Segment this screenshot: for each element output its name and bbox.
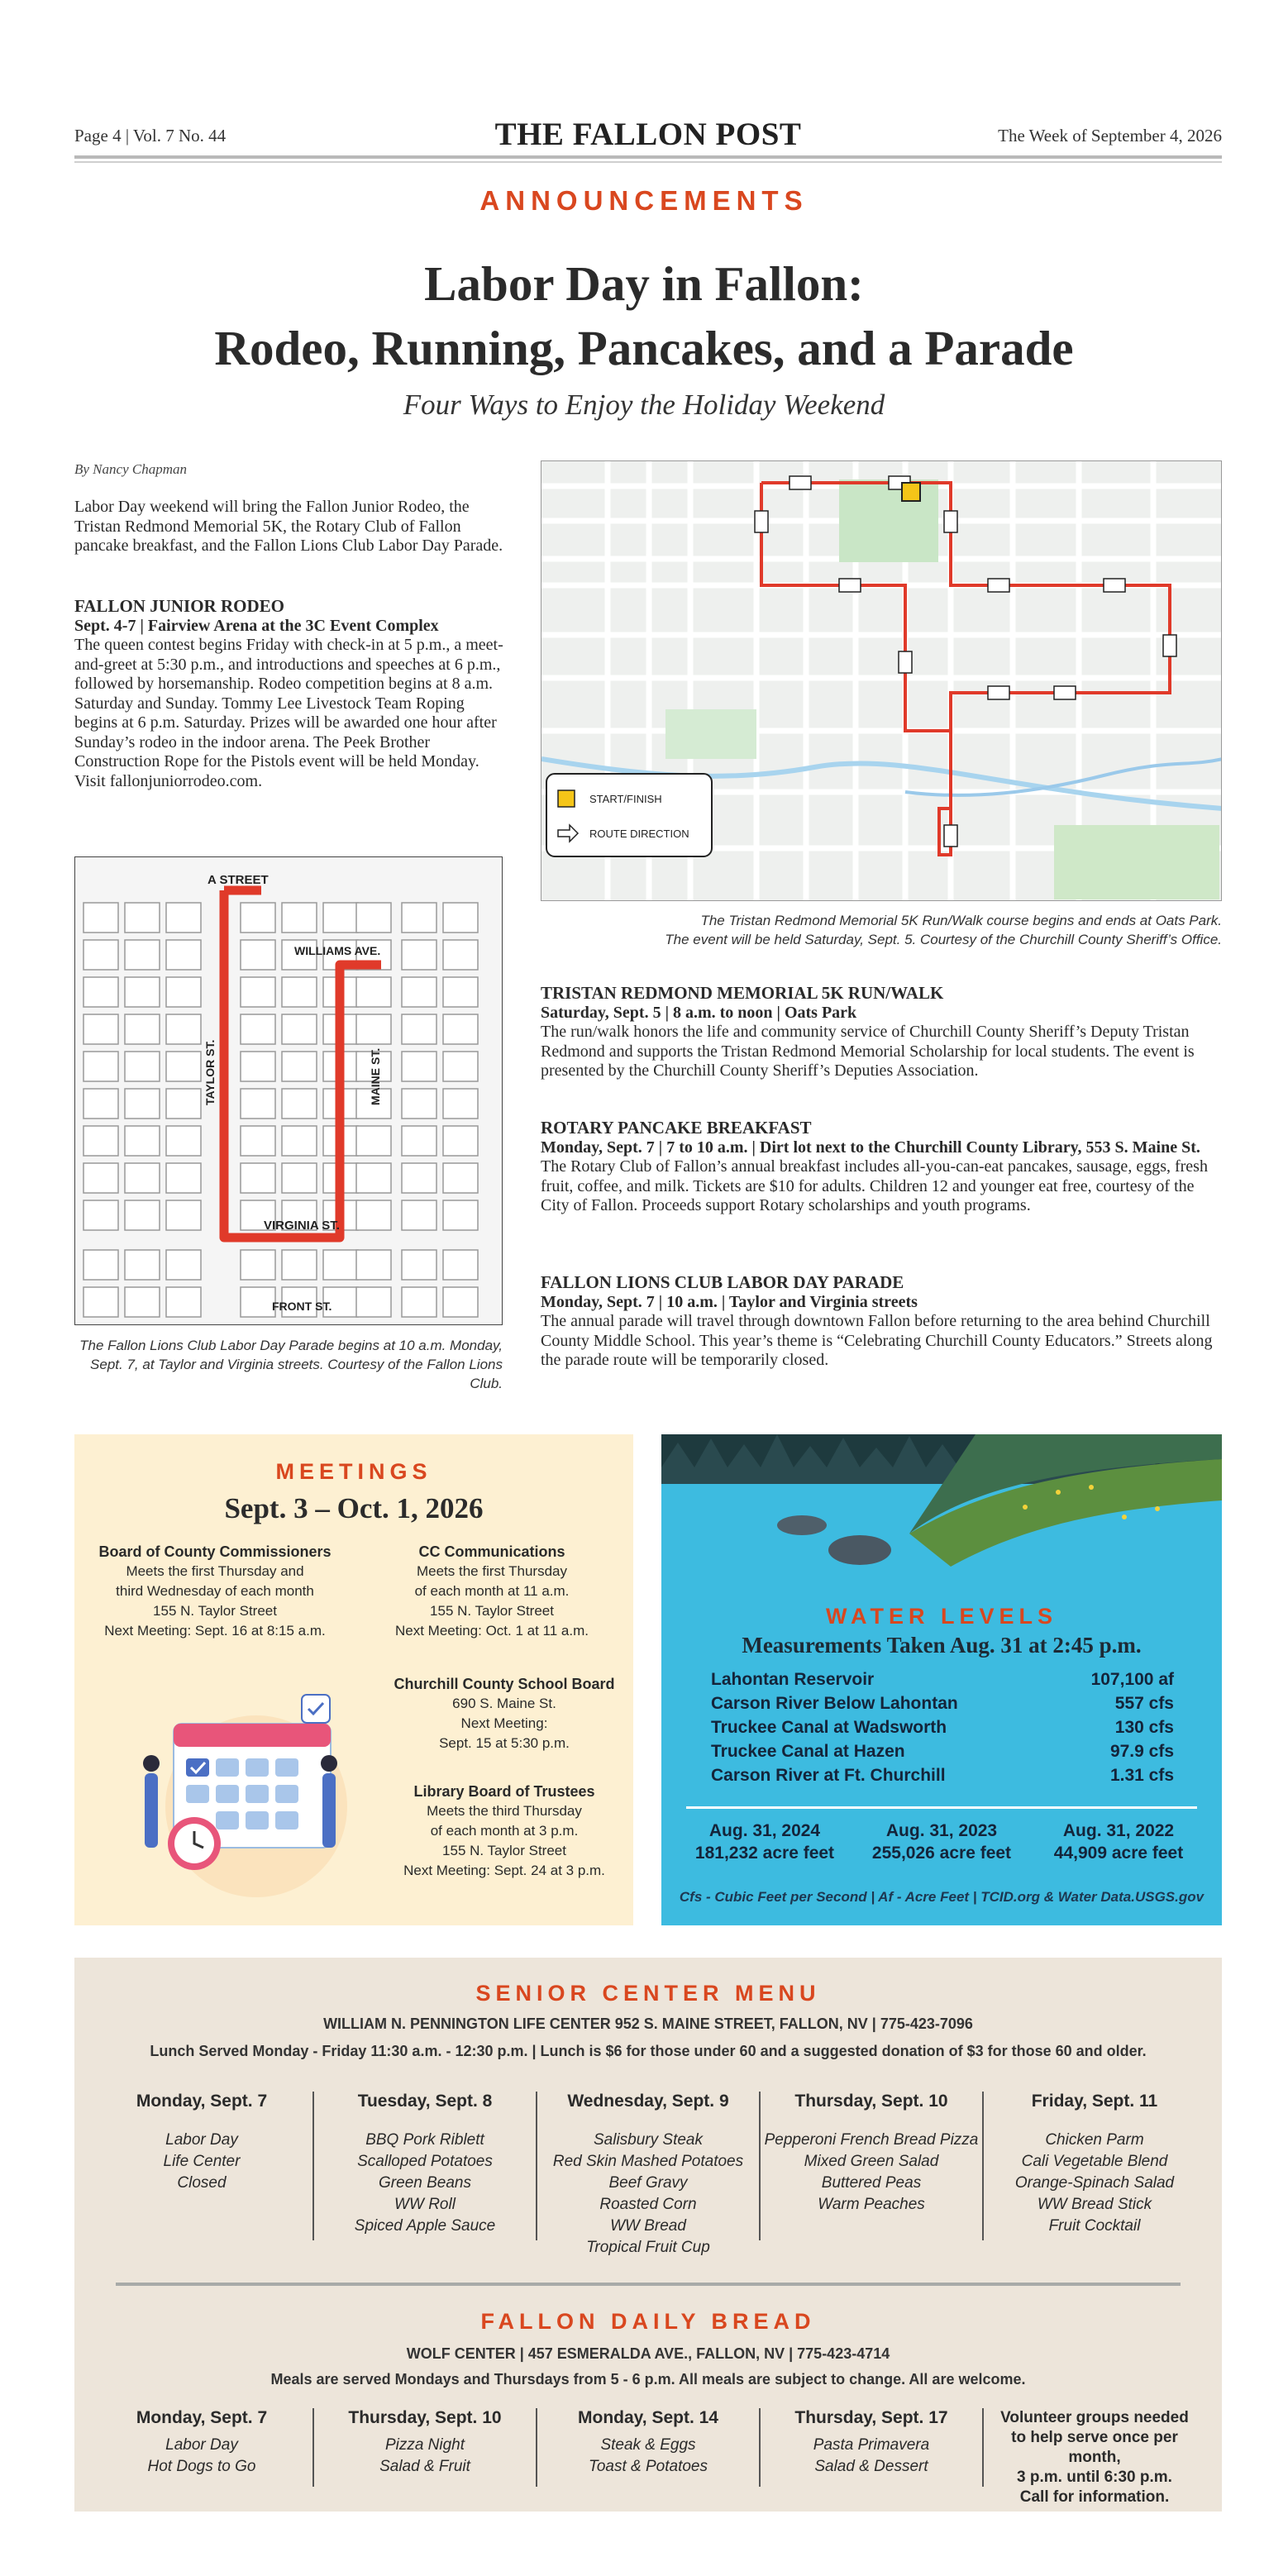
city-block [83,1163,118,1193]
run-title: TRISTAN REDMOND MEMORIAL 5K RUN/WALK [541,983,944,1003]
meetings-box [74,1434,633,1925]
meeting-name: Churchill County School Board [394,1676,615,1692]
city-block [356,977,391,1007]
city-block [83,1250,118,1280]
city-block [125,1287,160,1317]
city-block [125,1014,160,1044]
city-block [402,1163,436,1193]
meeting-library-board [389,1782,620,1881]
city-block [402,1052,436,1081]
city-block [402,977,436,1007]
street-label-maine: MAINE ST. [369,1047,382,1105]
water-history [678,1820,1205,1864]
city-block [83,977,118,1007]
city-block [241,940,275,970]
city-block [443,903,478,933]
city-block [241,1014,275,1044]
meeting-line: third Wednesday of each month [116,1583,314,1599]
menu-item: Roasted Corn [599,2196,697,2213]
issue-date: The Week of September 4, 2026 [998,126,1222,145]
menu-item: Mixed Green Salad [804,2153,939,2170]
city-block [282,1052,317,1081]
street-label-taylor: TAYLOR ST. [203,1039,217,1105]
water-value: 1.31 cfs [1109,1766,1174,1785]
rodeo-text: The queen contest begins Friday with check-in at 5 p.m., a meet-and-greet at 5:30 p.m., and introductions and speeches at 6 p.m., followed by horsemanship. Rodeo competition begins at 8 a.m. Saturday and Sunday. Tommy Lee Livestock Team Roping begins at 6 p.m. Saturday. Prizes will be awarded one hour after Sunday’s rodeo in the indoor arena. The Peek Brother Construction Rope for the Pistols event will be held Monday. Visit fallonjuniorrodeo.com. [74,636,503,790]
menu-day [536,2408,759,2487]
meeting-line: of each month at 11 a.m. [414,1583,570,1599]
parade-map-caption-line-2: Sept. 7, at Taylor and Virginia streets. Courtesy of the Fallon Lions Club. [90,1357,503,1391]
water-site: Truckee Canal at Wadsworth [711,1718,947,1737]
run-route-map-svg [541,461,1222,901]
lake-illustration [661,1434,1222,1600]
menu-item: Buttered Peas [821,2174,922,2192]
daily-bread-days [91,2408,1205,2506]
menu-divider [116,2283,1181,2286]
menu-item: Pasta Primavera [813,2436,930,2454]
city-block [125,903,160,933]
menu-item: Pepperoni French Bread Pizza [764,2131,979,2149]
intro-paragraph: Labor Day weekend will bring the Fallon Junior Rodeo, the Tristan Redmond Memorial 5K, the Rotary Club of Fallon pancake breakfast, and the Fallon Lions Club Labor Day Parade. [74,498,503,555]
menu-day [312,2408,536,2487]
menu-item: WW Bread [610,2217,686,2235]
water-history-item [1032,1820,1205,1864]
street-label-williams: WILLIAMS AVE. [294,944,381,957]
daily-bread-hours: Meals are served Mondays and Thursdays from 5 - 6 p.m. All meals are subject to change. All are welcome. [270,2371,1026,2388]
city-block [241,977,275,1007]
city-block [443,1052,478,1081]
city-block [166,1287,201,1317]
city-block [443,940,478,970]
parade-route-map-svg [75,857,503,1325]
menu-item: Tropical Fruit Cup [586,2239,710,2256]
menu-day [982,2092,1205,2240]
city-block [282,977,317,1007]
water-value: 557 cfs [1114,1694,1174,1713]
start-finish-marker [902,483,920,501]
city-block [402,1089,436,1119]
legend-direction-label: ROUTE DIRECTION [589,828,689,840]
water-site: Lahontan Reservoir [711,1670,875,1689]
menu-item: Fruit Cocktail [1048,2217,1141,2235]
city-block [166,1163,201,1193]
city-block [356,903,391,933]
street-label-virginia: VIRGINIA ST. [264,1219,340,1233]
menu-day-name: Monday, Sept. 7 [136,2092,268,2111]
city-block [83,1126,118,1156]
meeting-line: Next Meeting: Sept. 16 at 8:15 a.m. [104,1623,326,1639]
city-block [356,1014,391,1044]
city-block [443,1126,478,1156]
history-date: Aug. 31, 2023 [885,1821,998,1840]
meeting-line: 155 N. Taylor Street [430,1603,554,1619]
city-block [323,1250,358,1280]
city-block [125,940,160,970]
menu-day [759,2408,982,2487]
menu-item: Pizza Night [384,2436,465,2454]
calendar-illustration [116,1682,380,1906]
water-row [711,1670,1174,1694]
city-block [83,903,118,933]
history-date: Aug. 31, 2024 [708,1821,821,1840]
water-value: 107,100 af [1090,1670,1174,1689]
city-block [443,1163,478,1193]
run-map-caption-line-1: The Tristan Redmond Memorial 5K Run/Walk course begins and ends at Oats Park. [700,913,1222,928]
menu-day-name: Thursday, Sept. 10 [794,2092,948,2111]
city-block [125,1126,160,1156]
menu-item: Scalloped Potatoes [357,2153,493,2170]
menu-item: Chicken Parm [1045,2131,1144,2149]
menu-item: Closed [177,2174,227,2192]
pancake-article [541,1119,1222,1216]
rodeo-article [74,597,504,791]
menu-item: Spiced Apple Sauce [354,2217,496,2235]
menu-item: WW Roll [394,2196,456,2213]
city-block [241,1163,275,1193]
headline-line-1: Labor Day in Fallon: [424,256,864,311]
legend-start-swatch [558,790,575,807]
volunteer-note [982,2408,1205,2506]
city-block [125,1250,160,1280]
city-block [402,1287,436,1317]
menu-day-name: Monday, Sept. 7 [136,2408,268,2427]
volunteer-line: to help serve once per month, [1011,2429,1178,2466]
city-block [443,1250,478,1280]
water-history-item [855,1820,1028,1864]
city-block [402,903,436,933]
city-block [402,1250,436,1280]
daily-bread-heading: FALLON DAILY BREAD [480,2309,816,2334]
rodeo-title: FALLON JUNIOR RODEO [74,596,284,616]
parade-map-caption [74,1336,503,1393]
menu-day-name: Tuesday, Sept. 8 [357,2092,493,2111]
paper-name: THE FALLON POST [494,117,802,152]
city-block [125,977,160,1007]
water-levels-box [661,1434,1222,1925]
headline [0,251,1288,380]
city-block [356,1287,391,1317]
meeting-line: Meets the third Thursday [427,1803,582,1819]
city-block [443,1287,478,1317]
city-block [166,1200,201,1230]
city-block [241,1089,275,1119]
menu-item: Steak & Eggs [600,2436,696,2454]
parade-map-caption-line-1: The Fallon Lions Club Labor Day Parade begins at 10 a.m. Monday, [79,1338,503,1353]
menu-item: Labor Day [165,2436,238,2454]
meetings-dates: Sept. 3 – Oct. 1, 2026 [224,1492,484,1524]
parade-when: Monday, Sept. 7 | 10 a.m. | Taylor and Virginia streets [541,1292,918,1311]
menu-day [91,2408,312,2487]
run-map-caption-line-2: The event will be held Saturday, Sept. 5. Courtesy of the Churchill County Sheriff’s Office. [665,932,1222,947]
menu-item: Salad & Fruit [379,2458,470,2475]
city-block [402,1126,436,1156]
history-date: Aug. 31, 2022 [1062,1821,1175,1840]
menu-item: Life Center [163,2153,241,2170]
meeting-name: CC Communications [418,1543,565,1560]
city-block [83,940,118,970]
city-block [323,903,358,933]
city-block [166,1014,201,1044]
city-block [166,977,201,1007]
water-row [711,1742,1174,1766]
water-divider [686,1806,1197,1809]
city-block [356,1126,391,1156]
city-block [125,1052,160,1081]
parade-article [541,1273,1222,1371]
parade-text: The annual parade will travel through downtown Fallon before returning to the area behind Churchill County Middle School. This year’s theme is “Celebrating Churchill County Educators.” Streets along the parade route will be temporarily closed. [541,1312,1213,1369]
daily-bread-address: WOLF CENTER | 457 ESMERALDA AVE., FALLON, NV | 775-423-4714 [406,2345,890,2362]
meeting-line: Sept. 15 at 5:30 p.m. [439,1735,570,1751]
meeting-line: Meets the first Thursday [416,1563,568,1579]
menu-item: Orange-Spinach Salad [1014,2174,1175,2192]
pancake-when: Monday, Sept. 7 | 7 to 10 a.m. | Dirt lot next to the Churchill County Library, 553 S. Maine St. [541,1138,1200,1157]
city-block [282,1014,317,1044]
meeting-line: 155 N. Taylor Street [153,1603,277,1619]
menu-day-name: Wednesday, Sept. 9 [567,2092,729,2111]
headline-line-2: Rodeo, Running, Pancakes, and a Parade [214,321,1074,375]
city-block [125,1163,160,1193]
menu-item: Toast & Potatoes [588,2458,708,2475]
city-block [282,1250,317,1280]
city-block [402,940,436,970]
pancake-title: ROTARY PANCAKE BREAKFAST [541,1118,812,1138]
rodeo-when: Sept. 4-7 | Fairview Arena at the 3C Event Complex [74,616,439,635]
meeting-line: Meets the first Thursday and [126,1563,304,1579]
city-block [282,1089,317,1119]
pancake-text: The Rotary Club of Fallon’s annual breakfast includes all-you-can-eat pancakes, sausage, eggs, fresh fruit, coffee, and milk. Tickets are $10 for adults. Children 12 and younger eat free, courtesy of the City of Fallon. Proceeds support Rotary scholarships and youth programs. [541,1157,1208,1214]
meeting-line: of each month at 3 p.m. [430,1823,579,1839]
city-block [166,1052,201,1081]
menu-day [312,2092,536,2240]
city-block [402,1014,436,1044]
menu-day-name: Thursday, Sept. 10 [348,2408,502,2427]
city-block [125,1200,160,1230]
menu-item: Hot Dogs to Go [147,2458,256,2475]
city-block [282,903,317,933]
masthead [74,116,1222,157]
city-block [241,903,275,933]
menu-item: Salad & Dessert [814,2458,928,2475]
volunteer-line: Volunteer groups needed [1000,2409,1189,2426]
menu-item: WW Bread Stick [1037,2196,1152,2213]
senior-address: WILLIAM N. PENNINGTON LIFE CENTER 952 S. MAINE STREET, FALLON, NV | 775-423-7096 [323,2015,973,2032]
water-measured-time: Measurements Taken Aug. 31 at 2:45 p.m. [742,1633,1142,1658]
water-site: Carson River at Ft. Churchill [711,1766,946,1785]
city-block [241,1250,275,1280]
city-block [166,1126,201,1156]
city-block [83,1089,118,1119]
subheadline: Four Ways to Enjoy the Holiday Weekend [403,389,885,421]
history-value: 181,232 acre feet [694,1844,835,1863]
water-value: 97.9 cfs [1109,1742,1174,1761]
menu-day [536,2092,759,2256]
volunteer-line: 3 p.m. until 6:30 p.m. [1017,2469,1172,2486]
menu-day [759,2092,982,2240]
run-map-legend [546,774,712,856]
city-block [166,940,201,970]
menu-day [91,2092,312,2240]
run-route-map [541,460,1222,901]
street-label-front: FRONT ST. [272,1300,332,1313]
city-block [241,1126,275,1156]
water-site: Carson River Below Lahontan [711,1694,958,1713]
city-block [241,1287,275,1317]
water-levels-heading: WATER LEVELS [825,1604,1057,1629]
masthead-rule [74,155,1222,159]
water-site: Truckee Canal at Hazen [711,1742,905,1761]
city-block [241,1052,275,1081]
water-row [711,1694,1174,1718]
city-block [282,1126,317,1156]
senior-center-box [74,1958,1222,2512]
run-article [541,984,1222,1081]
menu-item: Cali Vegetable Blend [1021,2153,1168,2170]
city-block [356,1163,391,1193]
meeting-county-commissioners [91,1542,339,1641]
legend-start-label: START/FINISH [589,793,662,805]
run-text: The run/walk honors the life and community service of Churchill County Sheriff’s Deputy Tristan Redmond and supports the Tristan Redmond Memorial Scholarship for local students. The event is presented by the Churchill County Sheriff’s Deputies Association. [541,1023,1195,1080]
city-block [166,1250,201,1280]
meeting-line: 155 N. Taylor Street [442,1843,566,1858]
city-block [356,1200,391,1230]
menu-item: Warm Peaches [818,2196,925,2213]
menu-item: Labor Day [165,2131,238,2149]
city-block [83,1287,118,1317]
city-block [83,1200,118,1230]
senior-menu-heading: SENIOR CENTER MENU [475,1981,821,2006]
city-block [402,1200,436,1230]
city-block [125,1089,160,1119]
masthead-rule-thin [74,161,1222,163]
city-block [443,977,478,1007]
water-row [711,1766,1174,1790]
meeting-cc-communications [364,1542,620,1641]
meeting-line: Next Meeting: Oct. 1 at 11 a.m. [394,1623,589,1639]
menu-item: Green Beans [379,2174,471,2192]
water-value: 130 cfs [1114,1718,1174,1737]
water-footnote: Cfs - Cubic Feet per Second | Af - Acre Feet | TCID.org & Water Data.USGS.gov [679,1889,1205,1905]
run-when: Saturday, Sept. 5 | 8 a.m. to noon | Oats Park [541,1003,857,1022]
city-block [166,903,201,933]
menu-item: BBQ Pork Riblett [365,2131,484,2149]
meeting-name: Library Board of Trustees [413,1783,595,1800]
menu-day-name: Monday, Sept. 14 [578,2408,718,2427]
menu-item: Red Skin Mashed Potatoes [552,2153,744,2170]
history-value: 44,909 acre feet [1053,1844,1184,1863]
run-map-caption [541,911,1222,949]
city-block [443,1200,478,1230]
byline: By Nancy Chapman [74,461,187,477]
parade-title: FALLON LIONS CLUB LABOR DAY PARADE [541,1272,904,1292]
menu-day-name: Friday, Sept. 11 [1031,2092,1158,2111]
meeting-name: Board of County Commissioners [98,1543,332,1560]
senior-menu-days [91,2092,1205,2256]
water-row [711,1718,1174,1742]
water-history-item [678,1820,852,1864]
city-block [83,1014,118,1044]
meetings-heading: MEETINGS [275,1459,432,1484]
menu-item: Salisbury Steak [593,2131,703,2149]
parade-route-map [74,856,503,1325]
volunteer-line: Call for information. [1019,2488,1170,2506]
page-info: Page 4 | Vol. 7 No. 44 [74,126,227,145]
meeting-line: 690 S. Maine St. [452,1696,556,1711]
menu-day-name: Thursday, Sept. 17 [794,2408,948,2427]
street-label-a: A STREET [208,873,269,887]
meeting-school-board [389,1674,620,1753]
city-block [443,1014,478,1044]
meeting-line: Next Meeting: [460,1715,548,1731]
city-block [282,1163,317,1193]
city-block [83,1052,118,1081]
city-block [356,1250,391,1280]
menu-item: Beef Gravy [608,2174,688,2192]
city-block [166,1089,201,1119]
city-block [443,1089,478,1119]
history-value: 255,026 acre feet [871,1844,1012,1863]
water-levels-table [711,1670,1174,1790]
section-heading: ANNOUNCEMENTS [479,185,809,216]
senior-hours: Lunch Served Monday - Friday 11:30 a.m. - 12:30 p.m. | Lunch is $6 for those under 60 and a suggested donation of $3 for those 60 and older. [150,2043,1147,2059]
meeting-line: Next Meeting: Sept. 24 at 3 p.m. [403,1863,605,1878]
